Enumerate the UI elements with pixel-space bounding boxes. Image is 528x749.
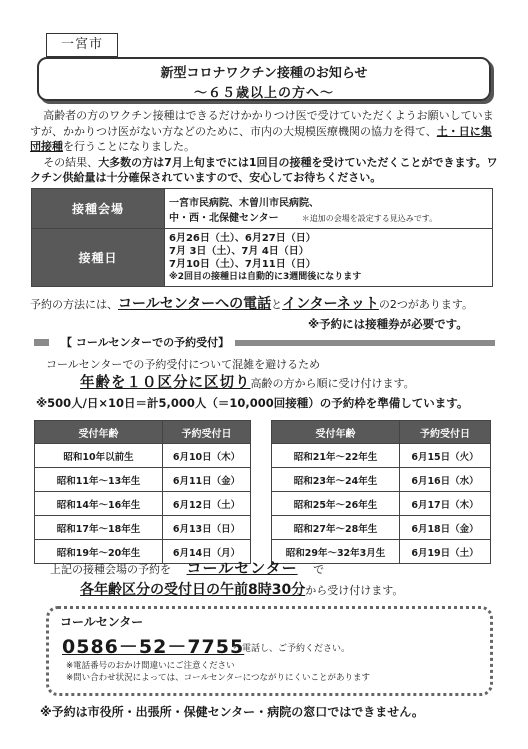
reservation-method-text: 予約の方法には、コールセンターへの電話とインターネットの2つがあります。 bbox=[30, 296, 474, 312]
section-paragraph-2: 年齢を１０区分に区切り高齢の方から順に受け付けます。 bbox=[80, 375, 415, 391]
schedule-table-right bbox=[271, 420, 491, 564]
city-label: 一宮市 bbox=[46, 33, 118, 57]
call-center-emphasis: コールセンター bbox=[186, 559, 298, 577]
notice-subtitle: ～６５歳以上の方へ～ bbox=[193, 86, 334, 101]
call-center-phone-method: コールセンターへの電話 bbox=[118, 296, 272, 312]
table-row: 昭和11年～13年生 6月11日（金） bbox=[35, 468, 251, 492]
internet-method: インターネット bbox=[282, 296, 379, 312]
quota-note: ※500人/日×10日＝計5,000人（＝10,000回接種）の予約枠を準備しています。 bbox=[36, 396, 469, 410]
venue-date-table bbox=[31, 188, 493, 287]
dates-note: ※2回目の接種日は自動的に3週間後になります bbox=[169, 271, 362, 282]
reception-line-2: 各年齢区分の受付日の午前8時30分から受け付けます。 bbox=[80, 582, 404, 598]
section-paragraph-1: コールセンターでの予約受付について混雑を避けるため bbox=[46, 358, 321, 371]
dates-line-1: 6月26日（土）、6月27日（日） bbox=[169, 232, 316, 244]
table-row: 昭和17年～18年生 6月13日（日） bbox=[35, 516, 251, 540]
col-header-date: 予約受付日 bbox=[400, 421, 491, 444]
schedule-table-left bbox=[34, 420, 251, 564]
table-row: 昭和29年～32年3月生 6月19日（土） bbox=[272, 540, 491, 564]
notice-title: 新型コロナワクチン接種のお知らせ bbox=[160, 66, 368, 81]
age-groups-emphasis: 年齢を１０区分に区切り bbox=[80, 375, 251, 391]
section-title: 【 コールセンターでの予約受付】 bbox=[55, 334, 235, 350]
table-row: 昭和21年～22年生 6月15日（火） bbox=[272, 444, 491, 468]
dates-line-3: 7月10日（土）、7月11日（日） bbox=[169, 258, 316, 270]
call-center-title: コールセンター bbox=[60, 615, 144, 629]
intro-paragraph-1: 高齢者の方のワクチン接種はできるだけかかりつけ医で受けていただくようお願いしていますが、かかりつけ医がない方などのために、市内の大規模医療機関の協力を得て、土・日に集団接種を行うことになりました。 bbox=[30, 109, 494, 153]
call-center-note-2: ※問い合わせ状況によっては、コールセンターにつながりにくいことがあります bbox=[66, 673, 370, 683]
intro-paragraph-2: その結果、大多数の方は7月上旬までには1回目の接種を受けていただくことができます。ワクチン供給量は十分確保されていますので、安心してお待ちください。 bbox=[30, 155, 498, 184]
dates-cell bbox=[165, 229, 493, 287]
venue-cell bbox=[165, 189, 493, 229]
call-center-note-1: ※電話番号のおかけ間違いにご注意ください bbox=[66, 661, 235, 671]
reception-time-emphasis: 各年齢区分の受付日の午前8時30分 bbox=[80, 582, 306, 598]
intro-text bbox=[30, 108, 500, 186]
call-center-phone: 0586－52－7755 bbox=[62, 636, 245, 658]
venue-label: 接種会場 bbox=[32, 189, 165, 229]
table-row: 昭和25年～26年生 6月17日（木） bbox=[272, 492, 491, 516]
notice-title-box bbox=[37, 57, 491, 101]
table-row: 昭和19年～20年生 6月14日（月） bbox=[35, 540, 251, 564]
col-header-date: 予約受付日 bbox=[163, 421, 251, 444]
table-row: 昭和14年～16年生 6月12日（土） bbox=[35, 492, 251, 516]
call-center-phone-note: へ電話し、ご予約ください。 bbox=[233, 644, 351, 654]
dates-line-2: 7月 3日（土）、7月 4日（日） bbox=[169, 245, 309, 257]
table-row: 昭和10年以前生 6月10日（木） bbox=[35, 444, 251, 468]
table-row: 昭和27年～28年生 6月18日（金） bbox=[272, 516, 491, 540]
dates-label: 接種日 bbox=[32, 229, 165, 287]
venue-line-1: 一宮市民病院、木曽川市民病院、 bbox=[169, 197, 319, 209]
reception-line-1: 上記の接種会場の予約を コールセンター で bbox=[50, 559, 325, 577]
venue-line-2: 中・西・北保健センター bbox=[169, 212, 279, 224]
final-note: ※予約は市役所・出張所・保健センター・病院の窓口ではできません。 bbox=[40, 705, 424, 719]
col-header-age: 受付年齢 bbox=[35, 421, 163, 444]
table-row: 昭和23年～24年生 6月16日（水） bbox=[272, 468, 491, 492]
col-header-age: 受付年齢 bbox=[272, 421, 400, 444]
venue-note: ＊追加の会場を設定する見込みです。 bbox=[301, 213, 438, 223]
section-bullet-bar bbox=[34, 339, 49, 346]
vaccination-ticket-note: ※予約には接種券が必要です。 bbox=[308, 317, 468, 331]
weekend-group-vaccination: 土・日に集団接種 bbox=[30, 124, 492, 153]
